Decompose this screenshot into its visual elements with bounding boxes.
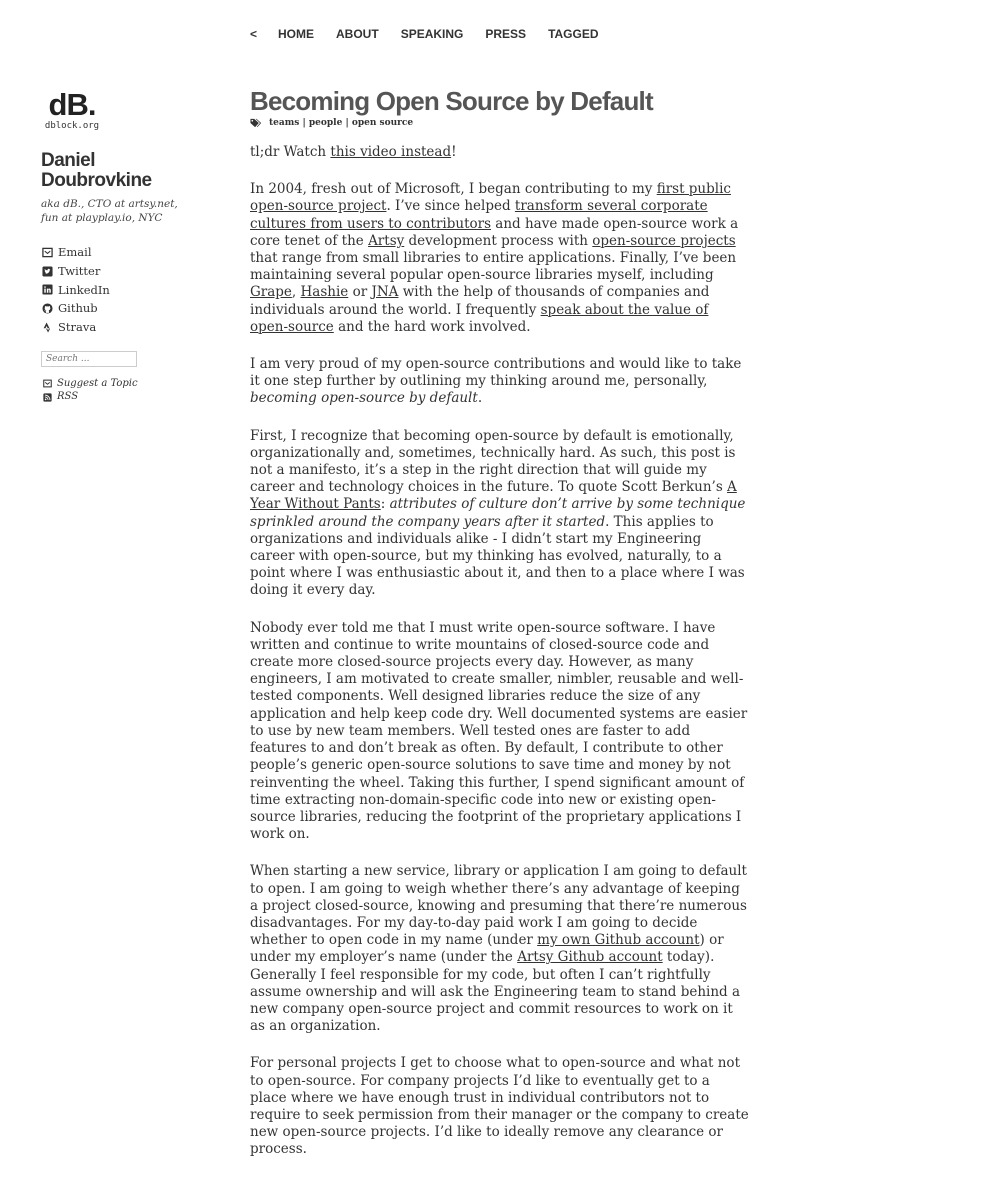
paragraph <box>250 144 750 161</box>
text: or <box>348 284 372 301</box>
social-strava[interactable] <box>41 318 191 337</box>
social-twitter[interactable] <box>41 262 191 281</box>
strava-icon <box>42 322 53 333</box>
jna-link[interactable]: JNA <box>371 284 399 301</box>
hashie-link[interactable]: Hashie <box>300 284 349 301</box>
text: today). Generally I feel responsible for my code, but often I can’t rightfully assume ownership and will ask the Engineering team to stand behind a new company open-source project and commit resources to work on it as an organization. <box>250 949 741 1035</box>
text: tl;dr Watch <box>250 144 331 160</box>
paragraph <box>250 181 750 336</box>
top-navigation <box>250 25 621 43</box>
paragraph <box>250 356 750 408</box>
text: , <box>291 284 301 301</box>
paragraph <box>250 428 750 600</box>
artsy-link[interactable]: Artsy <box>368 232 405 249</box>
nav-home[interactable]: HOME <box>278 27 315 41</box>
nav-speaking[interactable]: SPEAKING <box>400 27 464 41</box>
paragraph <box>250 863 750 1035</box>
text: When starting a new service, library or application I am going to default to open. I am going to weigh whether there’s any advantage of keeping a project closed-source, knowing and presuming that there’re numerous disadvantages. For my day-to-day paid work I am going to decide whether to open code in my name (under <box>250 863 747 949</box>
own-github-link[interactable]: my own Github account <box>537 932 700 949</box>
search-input[interactable] <box>41 351 137 367</box>
post-tags <box>250 118 750 128</box>
transform-cultures-link[interactable]: transform several corporate cultures from users to contributors <box>250 198 708 232</box>
text: . I’ve since helped <box>386 198 515 215</box>
post <box>250 86 750 1179</box>
speaking-link[interactable]: speak about the value of open-source <box>250 301 709 335</box>
text: . This applies to organizations and individuals alike - I didn’t start my Engineering career with open-source, but my thinking has evolved, naturally, to a point where I was enthusiastic about it, and then to a place where I was doing it every day. <box>250 513 745 599</box>
quote: attributes of culture don’t arrive by some technique sprinkled around the company years after it started <box>250 496 746 530</box>
author-bio: aka dB., CTO at artsy.net, fun at playplay.io, NYC <box>41 198 178 224</box>
email-icon <box>42 247 53 258</box>
sidebar-extras <box>41 377 191 404</box>
sidebar <box>41 87 191 404</box>
social-linkedin-label[interactable]: LinkedIn <box>58 282 110 297</box>
text: and the hard work involved. <box>333 318 531 335</box>
social-github-label[interactable]: Github <box>58 301 98 316</box>
social-links <box>41 243 191 337</box>
open-source-projects-link[interactable]: open-source projects <box>592 232 736 249</box>
text: development process with <box>404 232 593 249</box>
text: ) or under my employer’s name (under the <box>250 932 724 966</box>
logo-domain[interactable]: dblock.org <box>44 121 100 131</box>
video-link[interactable]: this video instead <box>330 144 452 160</box>
emphasis: becoming open-source by default <box>250 390 478 407</box>
site-logo[interactable] <box>42 87 102 132</box>
rss-link[interactable] <box>41 390 191 404</box>
text: with the help of thousands of companies and individuals around the world. I frequently <box>250 284 710 318</box>
social-twitter-label[interactable]: Twitter <box>58 263 101 278</box>
github-icon <box>42 303 53 314</box>
grape-link[interactable]: Grape <box>250 284 292 301</box>
paragraph: Nobody ever told me that I must write open-source software. I have written and continue to write mountains of closed-source code and create more closed-source projects every day. However, as many engineers, I am motivated to create smaller, nimbler, reusable and well-tested components. Well designed libraries reduce the size of any application and help keep code dry. Well documented systems are easier to use by new team members. Well tested ones are faster to add features to and don’t break as often. By default, I contribute to other people’s generic open-source solutions to save time and money by not reinventing the wheel. Taking this further, I spend significant amount of time extracting non-domain-specific code into new or existing open-source libraries, reducing the footprint of the proprietary applications I work on. <box>250 619 748 843</box>
text: I am very proud of my open-source contributions and would like to take it one step further by outlining my thinking around me, personally, <box>250 356 742 390</box>
text: : <box>380 496 390 513</box>
rss-icon <box>43 393 52 402</box>
logo-mark[interactable]: dB. <box>48 87 96 122</box>
social-linkedin[interactable] <box>41 281 191 300</box>
text: and have made open-source work a core tenet of the <box>250 215 739 249</box>
nav-tagged[interactable]: TAGGED <box>548 27 599 41</box>
email-icon <box>43 379 52 388</box>
text: First, I recognize that becoming open-source by default is emotionally, organizationally and, sometimes, technically hard. As such, this post is not a manifesto, it’s a step in the right direction that will guide my career and technology choices in the future. To quote Scott Berkun’s <box>250 427 736 496</box>
text: In 2004, fresh out of Microsoft, I began contributing to my <box>250 181 657 198</box>
social-email[interactable] <box>41 243 191 262</box>
artsy-github-link[interactable]: Artsy Github account <box>517 949 663 966</box>
linkedin-icon <box>42 284 53 295</box>
post-tags-text[interactable]: teams | people | open source <box>269 118 414 128</box>
author-name: Daniel Doubrovkine <box>41 150 152 191</box>
post-body <box>250 144 750 1159</box>
twitter-icon <box>42 266 53 277</box>
first-project-link[interactable]: first public open-source project <box>250 181 731 215</box>
back-link[interactable]: < <box>250 27 258 41</box>
post-title: Becoming Open Source by Default <box>250 86 653 116</box>
social-strava-label[interactable]: Strava <box>58 320 97 335</box>
rss-label[interactable]: RSS <box>57 391 79 403</box>
paragraph: For personal projects I get to choose what to open-source and what not to open-source. For company projects I’d like to eventually get to a place where we have enough trust in individual contributors not to require to seek permission from their manager or the company to create new open-source projects. I’d like to ideally remove any clearance or process. <box>250 1055 749 1158</box>
text: . <box>477 390 483 407</box>
tags-icon <box>250 118 263 128</box>
social-github[interactable] <box>41 299 191 318</box>
social-email-label[interactable]: Email <box>58 245 92 259</box>
text: that range from small libraries to entire applications. Finally, I’ve been maintaining several popular open-source libraries myself, including <box>250 250 737 284</box>
text: ! <box>451 144 457 160</box>
suggest-topic-label[interactable]: Suggest a Topic <box>57 377 138 389</box>
nav-press[interactable]: PRESS <box>485 27 527 41</box>
suggest-topic-link[interactable] <box>41 377 191 391</box>
nav-about[interactable]: ABOUT <box>336 27 379 41</box>
year-without-pants-link[interactable]: A Year Without Pants <box>250 479 737 513</box>
